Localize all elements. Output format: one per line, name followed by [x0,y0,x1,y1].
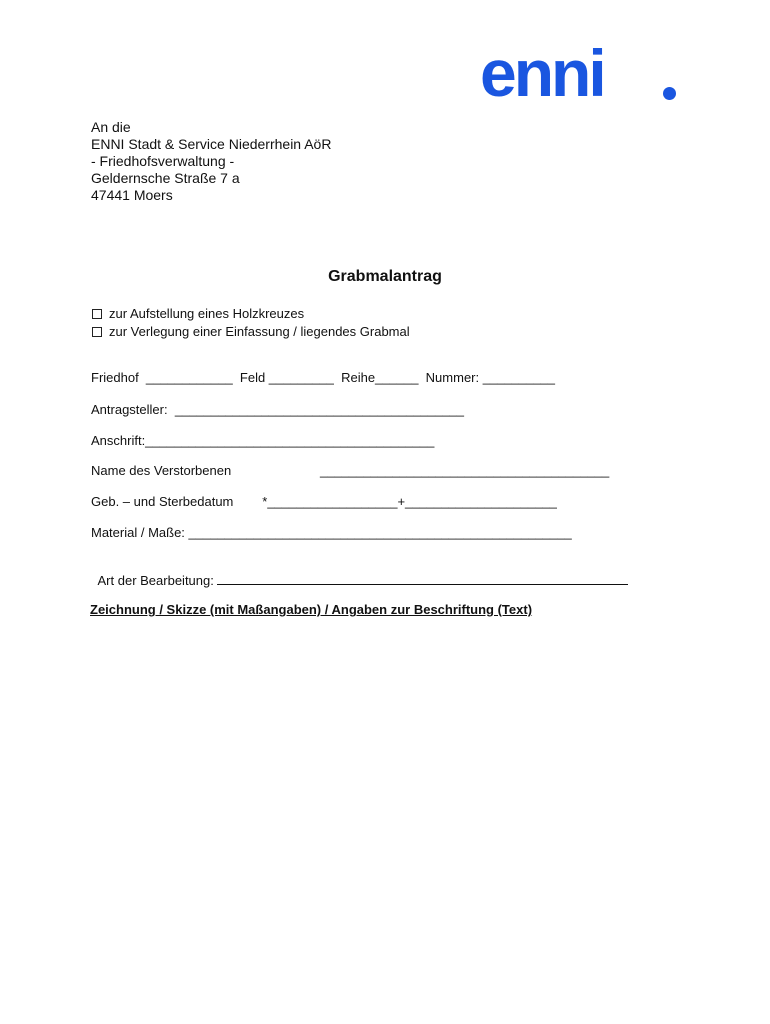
option-holzkreuz[interactable] [92,305,410,323]
application-options [92,305,410,341]
logo-wordmark: enni [480,36,604,110]
field-friedhof-row[interactable]: Friedhof ____________ Feld _________ Reihe______ Nummer: __________ [91,370,556,385]
field-bearbeitung-row [91,556,628,589]
recipient-address [91,119,331,204]
address-line: ENNI Stadt & Service Niederrhein AöR [91,136,332,152]
logo-dot [663,87,676,100]
field-verstorbener-input[interactable]: ________________________________________ [320,463,610,478]
option-label: zur Verlegung einer Einfassung / liegendes Grabmal [109,324,410,339]
option-einfassung[interactable] [92,323,410,341]
field-material[interactable]: Material / Maße: _____________________________________________________ [91,525,572,540]
option-label: zur Aufstellung eines Holzkreuzes [109,306,305,321]
field-anschrift[interactable]: Anschrift:________________________________________ [91,433,435,448]
address-line: An die [91,119,131,135]
field-antragsteller[interactable]: Antragsteller: ________________________________________ [91,402,465,417]
enni-logo [480,36,680,110]
checkbox-holzkreuz[interactable] [92,309,102,319]
address-line: - Friedhofsverwaltung - [91,153,235,169]
field-bearbeitung-label: Art der Bearbeitung: [97,573,218,588]
address-line: 47441 Moers [91,187,173,203]
document-title: Grabmalantrag [328,268,442,285]
field-verstorbener-label: Name des Verstorbenen [91,463,232,478]
field-bearbeitung-input[interactable] [217,572,628,585]
field-lebensdaten[interactable]: Geb. – und Sterbedatum *__________________+_____________________ [91,494,557,509]
address-line: Geldernsche Straße 7 a [91,170,240,186]
checkbox-einfassung[interactable] [92,327,102,337]
sketch-section-heading: Zeichnung / Skizze (mit Maßangaben) / Angaben zur Beschriftung (Text) [90,602,533,617]
